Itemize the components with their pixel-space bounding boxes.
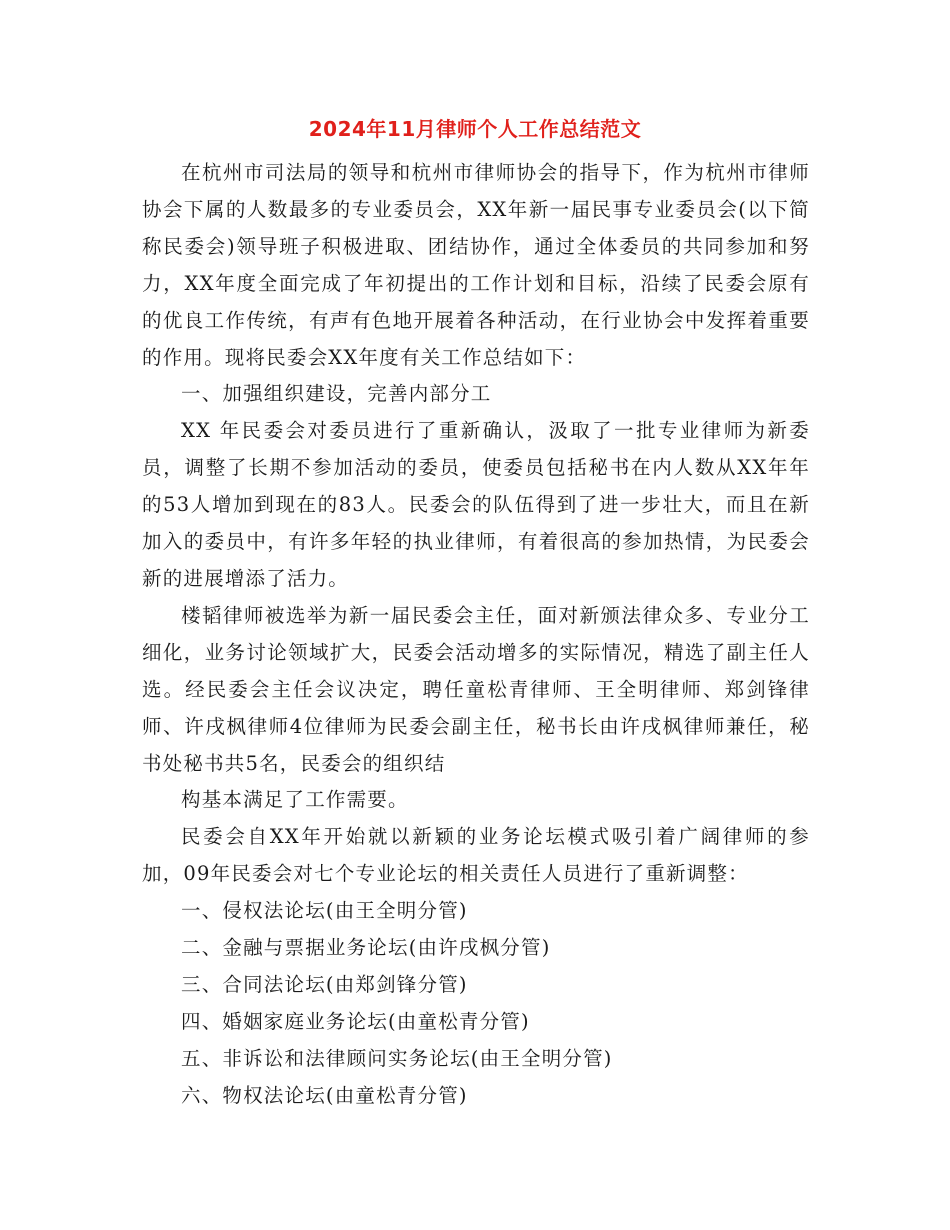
- forum-list-item: 一、侵权法论坛(由王全明分管): [181, 899, 468, 923]
- forum-list-item: 四、婚姻家庭业务论坛(由童松青分管): [181, 1009, 530, 1033]
- document-title: 2024年11月律师个人工作总结范文: [308, 117, 642, 141]
- body-paragraph-intro: 在杭州市司法局的领导和杭州市律师协会的指导下，作为杭州市律师协会下属的人数最多的专业委员会，XX年新一届民事专业委员会(以下简称民委会)领导班子积极进取、团结协作，通过全体委员的共同参加和努力，XX年度全面完成了年初提出的工作计划和目标，沿续了民委会原有的优良工作传统，有声有色地开展着各种活动，在行业协会中发挥着重要的作用。现将民委会XX年度有关工作总结如下：: [142, 161, 810, 369]
- forum-list-item: 三、合同法论坛(由郑剑锋分管): [181, 972, 468, 996]
- body-paragraph: 构基本满足了工作需要。: [181, 788, 409, 812]
- forum-list-item: 六、物权法论坛(由童松青分管): [181, 1083, 468, 1107]
- body-paragraph: 楼韬律师被选举为新一届民委会主任，面对新颁法律众多、专业分工细化，业务讨论领域扩大，民委会活动增多的实际情况，精选了副主任人选。经民委会主任会议决定，聘任童松青律师、王全明律师、郑剑锋律师、许戌枫律师4位律师为民委会副主任，秘书长由许戌枫律师兼任，秘书处秘书共5名，民委会的组织结: [142, 603, 810, 775]
- body-paragraph: 民委会自XX年开始就以新颖的业务论坛模式吸引着广阔律师的参加，09年民委会对七个专业论坛的相关责任人员进行了重新调整：: [142, 825, 810, 886]
- section-heading: 一、加强组织建设，完善内部分工: [181, 382, 492, 406]
- forum-list-item: 五、非诉讼和法律顾问实务论坛(由王全明分管): [181, 1046, 613, 1070]
- document-body: [142, 155, 810, 1115]
- body-paragraph: XX 年民委会对委员进行了重新确认，汲取了一批专业律师为新委员，调整了长期不参加活动的委员，使委员包括秘书在内人数从XX年年的53人增加到现在的83人。民委会的队伍得到了进一步壮大，而且在新加入的委员中，有许多年轻的执业律师，有着很高的参加热情，为民委会新的进展增添了活力。: [142, 419, 810, 590]
- forum-list-item: 二、金融与票据业务论坛(由许戌枫分管): [181, 936, 551, 960]
